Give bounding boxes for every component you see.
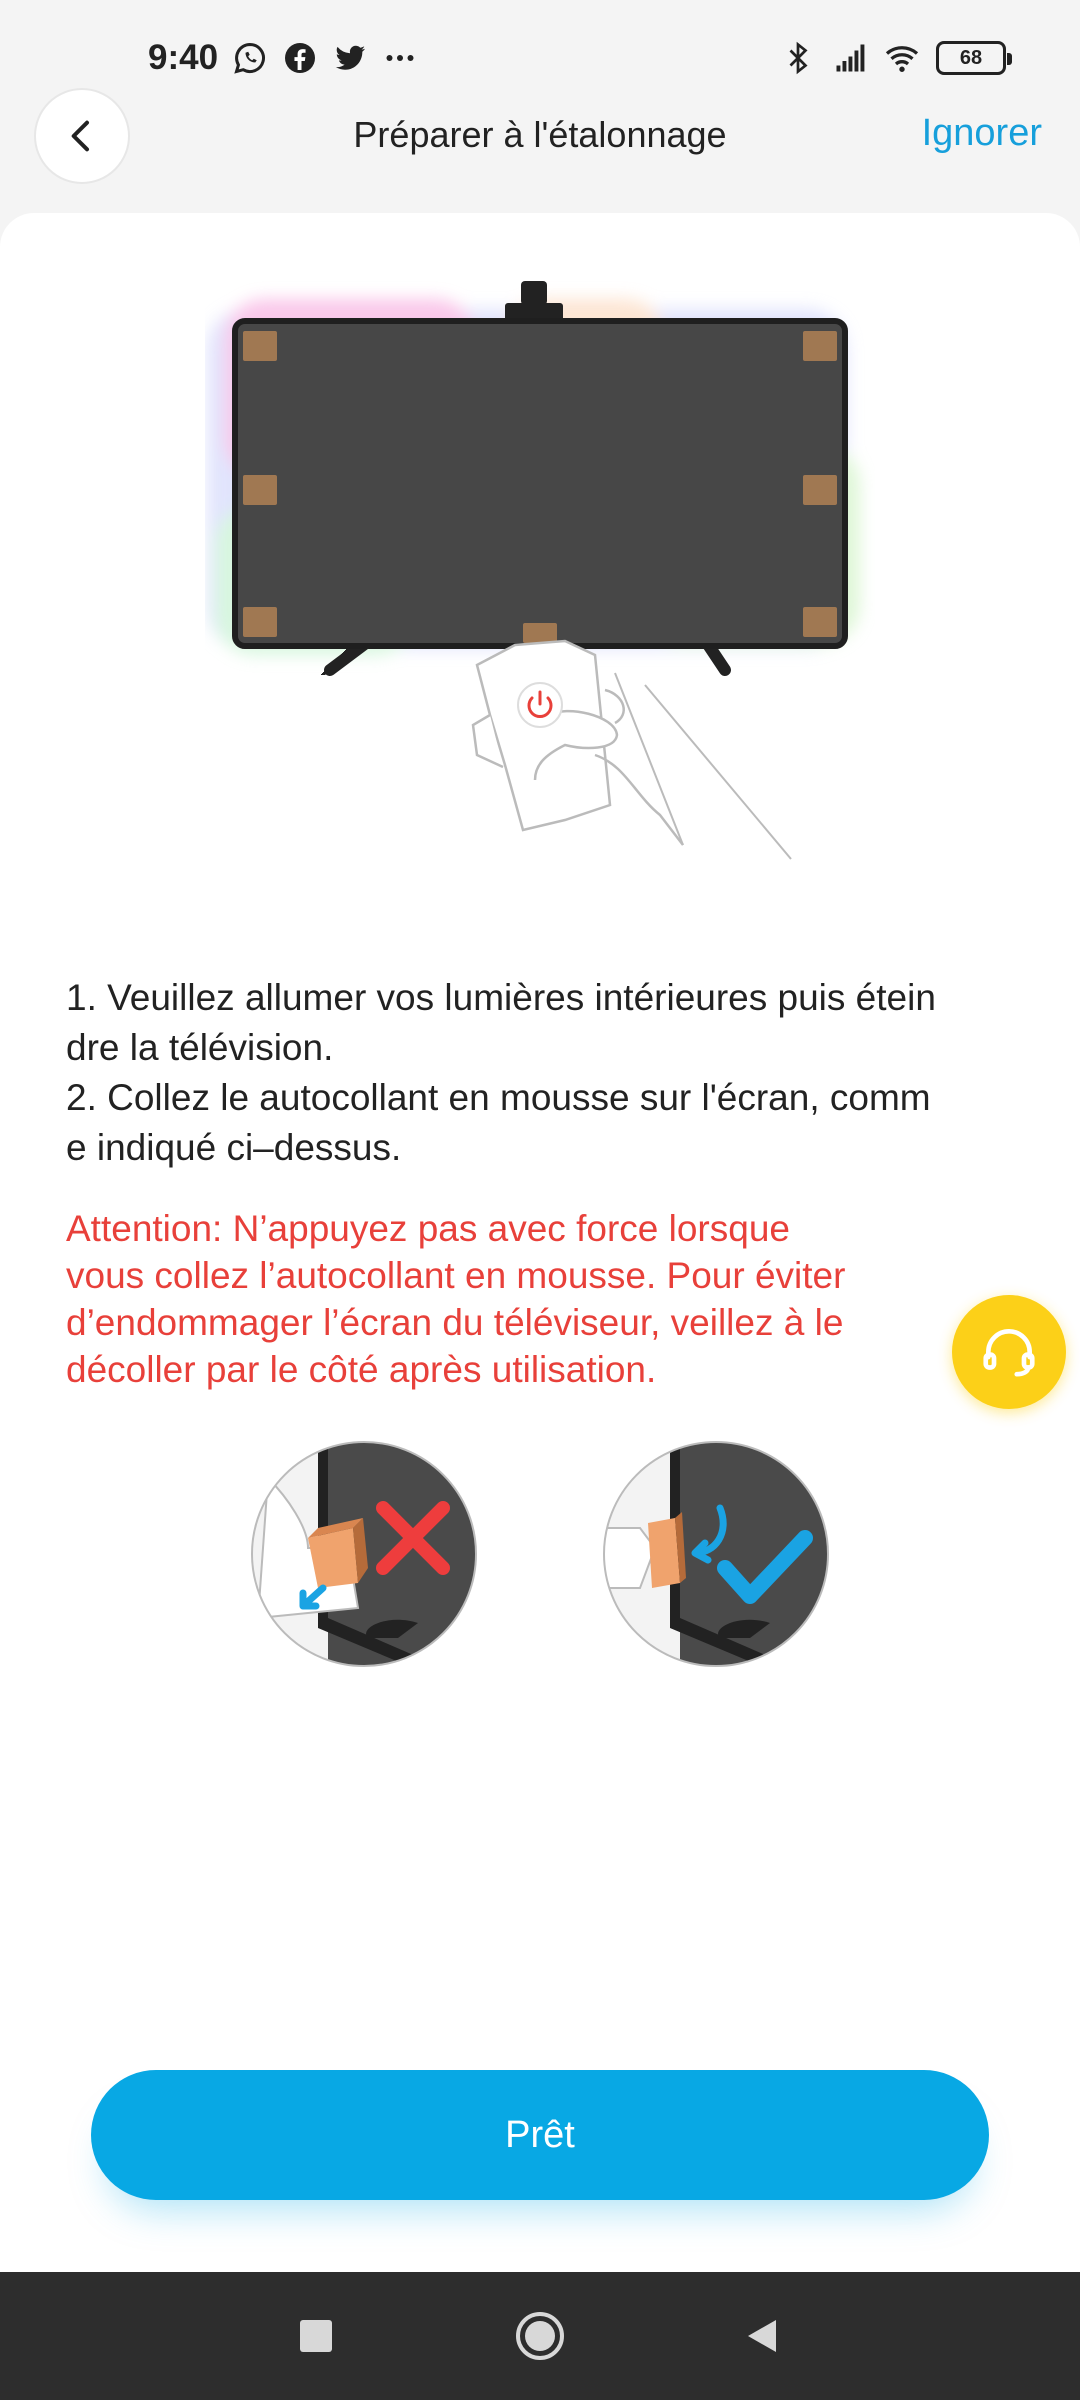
hand-remote xyxy=(473,641,791,859)
square-icon xyxy=(298,2318,334,2354)
battery-indicator xyxy=(936,41,1006,75)
content-card xyxy=(0,213,1080,2273)
status-system-icons xyxy=(780,40,1006,76)
warning-line4: décoller par le côté après utilisation. xyxy=(66,1349,657,1390)
status-time: 9:40 xyxy=(148,38,219,77)
tip-wrong-illustration xyxy=(248,1438,480,1670)
page-title: Préparer à l'étalonnage xyxy=(353,114,727,155)
triangle-back-icon xyxy=(742,2316,782,2356)
bluetooth-icon xyxy=(780,40,816,76)
signal-icon xyxy=(832,40,868,76)
whatsapp-icon xyxy=(232,40,268,76)
instructions xyxy=(66,973,1026,1173)
home-button[interactable] xyxy=(512,2308,568,2364)
instruction-step2-line2: e indiqué ci–dessus. xyxy=(66,1127,402,1168)
ready-button[interactable]: Prêt xyxy=(91,2070,989,2200)
twitter-icon xyxy=(332,40,368,76)
tv-screen xyxy=(235,321,845,646)
tip-right-illustration xyxy=(600,1438,832,1670)
warning-line3: d’endommager l’écran du téléviseur, veillez à le xyxy=(66,1302,844,1343)
header xyxy=(0,88,1080,208)
headset-icon xyxy=(978,1321,1040,1383)
sticker-removal-tips xyxy=(248,1438,838,1678)
warning-line1: Attention: N’appuyez pas avec force lorsque xyxy=(66,1208,790,1249)
tv-calibration-illustration xyxy=(205,245,875,865)
warning-text xyxy=(66,1205,946,1393)
status-notification-icons xyxy=(232,40,418,76)
recent-apps-button[interactable] xyxy=(288,2308,344,2364)
skip-button[interactable]: Ignorer xyxy=(921,112,1042,154)
support-button[interactable] xyxy=(952,1295,1066,1409)
more-dots-icon xyxy=(382,40,418,76)
facebook-icon xyxy=(282,40,318,76)
wifi-icon xyxy=(884,40,920,76)
circle-icon xyxy=(514,2310,566,2362)
battery-level: 68 xyxy=(959,46,983,69)
instruction-step1-line2: dre la télévision. xyxy=(66,1027,334,1068)
navigation-bar xyxy=(0,2272,1080,2400)
warning-line2: vous collez l’autocollant en mousse. Pour éviter xyxy=(66,1255,846,1296)
instruction-step1-line1: 1. Veuillez allumer vos lumières intérieures puis étein xyxy=(66,977,936,1018)
system-back-button[interactable] xyxy=(734,2308,790,2364)
instruction-step2-line1: 2. Collez le autocollant en mousse sur l'écran, comm xyxy=(66,1077,931,1118)
